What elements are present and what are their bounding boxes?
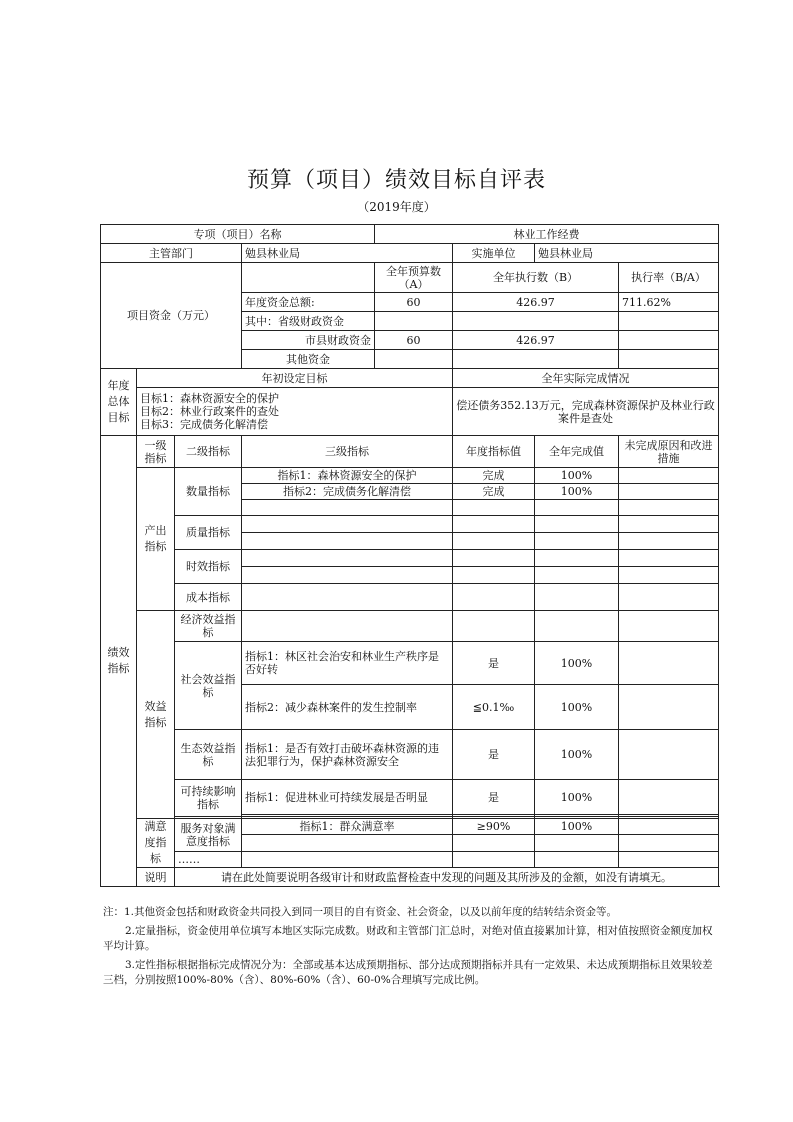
remark-text: 请在此处简要说明各级审计和财政监督检查中发现的问题及其所涉及的金额，如没有请填无。 — [175, 868, 719, 887]
footnote: 3.定性指标根据指标完成情况分为：全部或基本达成预期指标、部分达成预期指标并具有一定效果、未达成预期指标且效果较差三档，分别按照100%-80%（含）、80%-60%（含）、60-0%合理填写完成比例。 — [103, 959, 713, 986]
satisfaction-label: 满意度指标 — [137, 819, 175, 868]
benefit-label: 效益指标 — [137, 611, 175, 819]
goals-section-label: 年度总体目标 — [101, 369, 137, 436]
goals-set-header: 年初设定目标 — [137, 369, 453, 388]
indicator-target: 完成 — [453, 468, 535, 484]
indicator-actual: 100% — [535, 468, 619, 484]
goals-targets — [137, 388, 453, 436]
indicator-reason — [619, 780, 719, 815]
evaluation-table — [100, 224, 719, 887]
footnotes — [103, 905, 713, 992]
indicator-reason — [619, 819, 719, 835]
quality-label: 质量指标 — [175, 516, 242, 550]
funds-row-label: 市县财政资金 — [242, 331, 375, 350]
funds-row-exec: 426.97 — [453, 293, 619, 312]
indicator-actual: 100% — [535, 484, 619, 500]
page-subtitle: （2019年度） — [357, 200, 436, 214]
indicator-reason — [619, 484, 719, 500]
indicator-target: ≦0.1‰ — [453, 685, 535, 730]
project-name-value: 林业工作经费 — [375, 225, 719, 244]
dept-value: 勉县林业局 — [242, 244, 453, 263]
indicator-reason — [619, 730, 719, 780]
impl-unit-value: 勉县林业局 — [535, 244, 719, 263]
indicators-section-label: 绩效指标 — [101, 436, 137, 887]
indicator-name: 指标1：森林资源安全的保护 — [242, 468, 453, 484]
footnote: 注：1.其他资金包括和财政资金共同投入到同一项目的自有资金、社会资金，以及以前年度的结转结余资金等。 — [103, 906, 618, 918]
indicator-target: ≥90% — [453, 819, 535, 835]
funds-row-label: 其中：省级财政资金 — [242, 312, 375, 331]
funds-row-exec: 426.97 — [453, 331, 619, 350]
indicator-target: 完成 — [453, 484, 535, 500]
dept-label: 主管部门 — [101, 244, 242, 263]
col-target: 年度指标值 — [453, 436, 535, 468]
indicator-actual: 100% — [535, 819, 619, 835]
indicator-actual: 100% — [535, 642, 619, 685]
col-level2: 二级指标 — [175, 436, 242, 468]
indicator-actual: 100% — [535, 685, 619, 730]
indicator-actual: 100% — [535, 730, 619, 780]
funds-row-rate — [619, 331, 719, 350]
cost-label: 成本指标 — [175, 584, 242, 611]
col-exec: 全年执行数（B） — [453, 263, 619, 293]
indicator-name: 指标1：促进林业可持续发展是否明显 — [242, 780, 453, 815]
footnote: 2.定量指标，资金使用单位填写本地区实际完成数。财政和主管部门汇总时，对绝对值直接累加计算，相对值按照资金额度加权平均计算。 — [103, 925, 713, 952]
ellipsis-cell: …… — [175, 851, 242, 867]
funds-row-exec — [453, 350, 619, 369]
service-label: 服务对象满意度指标 — [175, 819, 242, 852]
funds-row-budget: 60 — [375, 293, 453, 312]
col-level3: 三级指标 — [242, 436, 453, 468]
indicator-target: 是 — [453, 730, 535, 780]
funds-section-label: 项目资金（万元） — [101, 263, 242, 369]
social-label: 社会效益指标 — [175, 642, 242, 730]
funds-row-rate — [619, 350, 719, 369]
funds-row-rate — [619, 312, 719, 331]
funds-row-budget — [375, 350, 453, 369]
col-level1: 一级指标 — [137, 436, 175, 468]
remark-label: 说明 — [137, 868, 175, 887]
col-actual: 全年完成值 — [535, 436, 619, 468]
goals-actual: 偿还债务352.13万元，完成森林资源保护及林业行政案件是查处 — [453, 388, 719, 436]
output-label: 产出指标 — [137, 468, 175, 611]
col-budget: 全年预算数（A） — [375, 263, 453, 293]
funds-row-budget — [375, 312, 453, 331]
goal-item: 目标3：完成债务化解清偿 — [140, 418, 268, 431]
sustain-label: 可持续影响指标 — [175, 780, 242, 817]
indicator-reason — [619, 642, 719, 685]
indicator-name: 指标1：林区社会治安和林业生产秩序是否好转 — [242, 642, 453, 685]
col-reason: 未完成原因和改进措施 — [619, 436, 719, 468]
economic-label: 经济效益指标 — [175, 611, 242, 642]
funds-row-exec — [453, 312, 619, 331]
col-rate: 执行率（B/A） — [619, 263, 719, 293]
indicator-target: 是 — [453, 642, 535, 685]
indicator-reason — [619, 685, 719, 730]
goal-item: 目标1：森林资源安全的保护 — [140, 392, 279, 405]
funds-blank — [242, 263, 375, 293]
indicator-actual: 100% — [535, 780, 619, 815]
indicator-name: 指标2：减少森林案件的发生控制率 — [242, 685, 453, 730]
project-name-label: 专项（项目）名称 — [101, 225, 375, 244]
eco-label: 生态效益指标 — [175, 730, 242, 780]
timeliness-label: 时效指标 — [175, 550, 242, 584]
funds-row-label: 其他资金 — [242, 350, 375, 369]
funds-row-budget: 60 — [375, 331, 453, 350]
impl-unit-label: 实施单位 — [453, 244, 535, 263]
indicator-name: 指标2：完成债务化解清偿 — [242, 484, 453, 500]
indicator-reason — [619, 468, 719, 484]
quantity-label: 数量指标 — [175, 468, 242, 516]
funds-row-rate: 711.62% — [619, 293, 719, 312]
goals-actual-header: 全年实际完成情况 — [453, 369, 719, 388]
indicator-name: 指标1：是否有效打击破坏森林资源的违法犯罪行为，保护森林资源安全 — [242, 730, 453, 780]
funds-row-label: 年度资金总额: — [242, 293, 375, 312]
indicator-target: 是 — [453, 780, 535, 815]
page-title: 预算（项目）绩效目标自评表 — [246, 168, 546, 193]
goal-item: 目标2：林业行政案件的查处 — [140, 405, 279, 418]
indicator-name: 指标1：群众满意率 — [242, 819, 453, 835]
